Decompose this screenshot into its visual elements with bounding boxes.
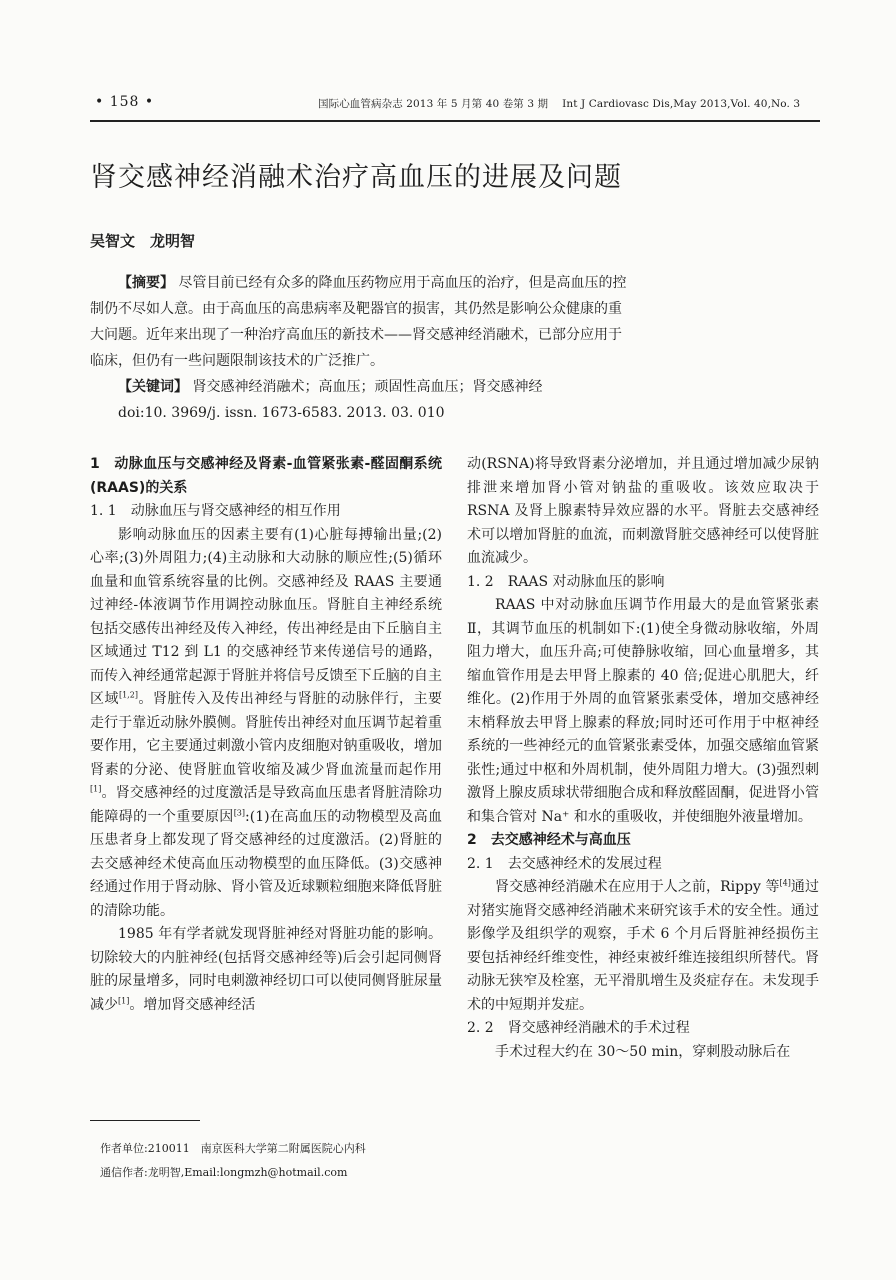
page-number: • 158 • [95,94,155,110]
authors: 吴智文 龙明智 [90,232,196,250]
subsection-heading-1-2: 1. 2 RAAS 对动脉血压的影响 [467,573,665,590]
subsection-heading-1-1: 1. 1 动脉血压与肾交感神经的相互作用 [90,503,341,519]
abstract [90,270,690,426]
abstract-line: 临床，但仍有一些问题限制该技术的广泛推广。 [90,353,384,369]
section-heading-2: 2 去交感神经术与高血压 [467,832,631,848]
paragraph: 肾交感神经消融术在应用于人之前，Rippy 等[4]通过对猪实施肾交感神经消融术来研究该手术的安全性。通过影像学及组织学的观察，手术 6 个月后肾脏神经损伤主要包括神经纤维变性，神经束被纤维连接组织所替代。肾动脉无狭窄及栓塞，无平滑肌增生及炎症存在。未发现手术的中短期并发症。 [467,878,819,1013]
citation: [1,2] [118,690,138,700]
paragraph: 影响动脉血压的因素主要有(1)心脏每搏输出量;(2)心率;(3)外周阻力;(4)主动脉和大动脉的顺应性;(5)循环血量和血管系统容量的比例。交感神经及 RAAS 主要通过神经-体液调节作用调控动脉血压。肾脏自主神经系统包括交感传出神经及传入神经，传出神经是由下丘脑自主区域通过 T12 到 L1 的交感神经节来传递信号的通路，而传入神经通常起源于肾脏并将信号反馈至下丘脑的自主区域[1,2]。肾脏传入及传出神经与肾脏的动脉伴行，主要走行于靠近动脉外膜侧。肾脏传出神经对血压调节起着重要作用，它主要通过刺激小管内皮细胞对钠重吸收，增加肾素的分泌、使肾脏血管收缩及减少肾血流量而起作用[1]。肾交感神经的过度激活是导致高血压患者肾脏清除功能障碍的一个重要原因[3]:(1)在高血压的动物模型及高血压患者身上都发现了肾交感神经的过度激活。(2)肾脏的去交感神经术使高血压动物模型的血压降低。(3)交感神经通过作用于肾动脉、肾小管及近球颗粒细胞来降低肾脏的清除功能。 [90,526,443,919]
doi: doi:10. 3969/j. issn. 1673-6583. 2013. 03. 010 [118,405,445,421]
citation: [1] [118,995,130,1005]
keywords-label: 【关键词】 [118,379,188,395]
paragraph: 动(RSNA)将导致肾素分泌增加，并且通过增加减少尿钠排泄来增加肾小管对钠盐的重吸收。该效应取决于 RSNA 及肾上腺素特异效应器的水平。肾脏去交感神经术可以增加肾脏的血流，而刺激肾脏交感神经可以使肾脏血流减少。 [467,456,819,566]
subsection-heading-2-2: 2. 2 肾交感神经消融术的手术过程 [467,1020,690,1036]
footnote-correspondence: 通信作者:龙明智,Email:longmzh@hotmail.com [100,1166,348,1179]
footnote-affiliation: 作者单位:210011 南京医科大学第二附属医院心内科 [100,1142,366,1155]
section-heading-1: 1 动脉血压与交感神经及肾素-血管紧张素-醛固酮系统(RAAS)的关系 [90,456,442,496]
article-title: 肾交感神经消融术治疗高血压的进展及问题 [90,162,622,193]
citation: [3] [233,807,246,817]
abstract-line: 大问题。近年来出现了一种治疗高血压的新技术——肾交感神经消融术，已部分应用于 [90,327,622,343]
abstract-line: 制仍不尽如人意。由于高血压的高患病率及靶器官的损害，其仍然是影响公众健康的重 [90,301,622,317]
citation: [4] [779,878,791,888]
abstract-line: 尽管目前已经有众多的降血压药物应用于高血压的治疗，但是高血压的控 [178,275,627,291]
journal-header: 国际心血管病杂志 2013 年 5 月第 40 卷第 3 期 Int J Cardiovasc Dis,May 2013,Vol. 40,No. 3 [318,98,801,110]
abstract-label: 【摘要】 [118,275,174,291]
citation: [1] [90,784,102,794]
paragraph: 手术过程大约在 30～50 min，穿刺股动脉后在 [495,1043,791,1060]
header-divider [90,120,820,122]
footnote-divider [90,1120,200,1121]
paragraph: RAAS 中对动脉血压调节作用最大的是血管紧张素Ⅱ，其调节血压的机制如下:(1)使全身微动脉收缩，外周阻力增大，血压升高;可使静脉收缩，回心血量增多，其缩血管作用是去甲肾上腺素的 40 倍;促进心肌肥大，纤维化。(2)作用于外周的血管紧张素受体，增加交感神经末梢释放去甲肾上腺素的释放;同时还可作用于中枢神经系统的一些神经元的血管紧张素受体，加强交感缩血管紧张性;通过中枢和外周机制，使外周阻力增大。(3)强烈刺激肾上腺皮质球状带细胞合成和释放醛固酮，促进肾小管和集合管对 Na⁺ 和水的重吸收，并使细胞外液量增加。 [467,597,819,825]
right-column [467,453,819,1064]
subsection-heading-2-1: 2. 1 去交感神经术的发展过程 [467,855,662,872]
paragraph: 1985 年有学者就发现肾脏神经对肾脏功能的影响。切除较大的内脏神经(包括肾交感神经等)后会引起同侧肾脏的尿量增多，同时电刺激神经切口可以使同侧肾脏尿量减少[1]。增加肾交感神经活 [90,926,442,1013]
keywords: 肾交感神经消融术；高血压；顽固性高血压；肾交感神经 [192,379,543,395]
left-column [90,453,442,1017]
